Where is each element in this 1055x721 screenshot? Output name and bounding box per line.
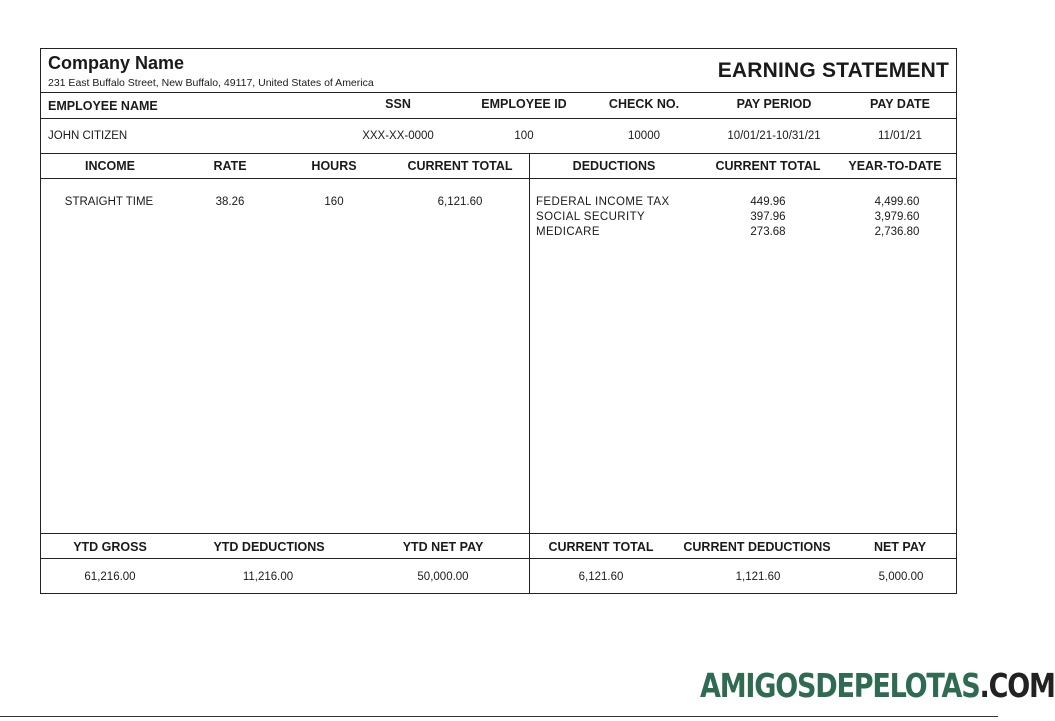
pay-date-value: 11/01/21 bbox=[878, 130, 922, 142]
company-address: 231 East Buffalo Street, New Buffalo, 49117, United States of America bbox=[48, 77, 374, 89]
income-current-total: 6,121.60 bbox=[437, 196, 483, 208]
summary-current-total-header: CURRENT TOTAL bbox=[548, 540, 654, 554]
ytd-deductions-value: 11,216.00 bbox=[242, 571, 294, 583]
ytd-net-pay-value: 50,000.00 bbox=[417, 571, 469, 583]
ssn-value: XXX-XX-0000 bbox=[362, 130, 434, 142]
ytd-gross-value: 61,216.00 bbox=[84, 571, 136, 583]
summary-current-total-value: 6,121.60 bbox=[578, 571, 624, 583]
income-rate: 38.26 bbox=[215, 196, 245, 208]
divider bbox=[41, 558, 956, 559]
deduction-year-to-date: 2,736.80 bbox=[874, 226, 920, 238]
ssn-header: SSN bbox=[385, 97, 411, 111]
employee-id-header: EMPLOYEE ID bbox=[481, 97, 567, 111]
deduction-name: SOCIAL SECURITY bbox=[536, 211, 646, 223]
deductions-header: DEDUCTIONS bbox=[572, 159, 656, 173]
divider bbox=[41, 153, 956, 154]
rate-header: RATE bbox=[213, 159, 247, 173]
employee-id-value: 100 bbox=[514, 130, 534, 142]
pay-period-header: PAY PERIOD bbox=[736, 97, 812, 111]
pay-period-value: 10/01/21-10/31/21 bbox=[727, 130, 821, 142]
income-hours: 160 bbox=[324, 196, 344, 208]
year-to-date-header: YEAR-TO-DATE bbox=[848, 159, 942, 173]
deduction-current-total: 397.96 bbox=[750, 211, 786, 223]
company-name: Company Name bbox=[48, 53, 185, 73]
divider bbox=[41, 92, 956, 93]
current-deductions-value: 1,121.60 bbox=[735, 571, 781, 583]
hours-header: HOURS bbox=[311, 159, 357, 173]
income-type: STRAIGHT TIME bbox=[64, 196, 154, 208]
check-no-header: CHECK NO. bbox=[608, 97, 680, 111]
net-pay-value: 5,000.00 bbox=[878, 571, 924, 583]
watermark-part1: AMIGOSDEPELOTAS bbox=[700, 666, 980, 705]
earning-statement bbox=[40, 48, 957, 594]
employee-name-value: JOHN CITIZEN bbox=[48, 130, 128, 142]
ytd-net-pay-header: YTD NET PAY bbox=[402, 540, 484, 554]
income-current-total-header: CURRENT TOTAL bbox=[407, 159, 513, 173]
net-pay-header: NET PAY bbox=[873, 540, 927, 554]
column-divider bbox=[529, 153, 530, 594]
bottom-rule bbox=[0, 716, 998, 717]
pay-date-header: PAY DATE bbox=[870, 97, 930, 111]
employee-name-header: EMPLOYEE NAME bbox=[48, 99, 158, 113]
deduction-name: MEDICARE bbox=[536, 226, 600, 238]
deduction-current-total: 273.68 bbox=[750, 226, 786, 238]
ytd-deductions-header: YTD DEDUCTIONS bbox=[213, 540, 325, 554]
income-header: INCOME bbox=[85, 159, 135, 173]
deduction-name: FEDERAL INCOME TAX bbox=[536, 196, 670, 208]
check-no-value: 10000 bbox=[628, 130, 660, 142]
deduction-current-total: 449.96 bbox=[750, 196, 786, 208]
current-deductions-header: CURRENT DEDUCTIONS bbox=[683, 540, 831, 554]
divider bbox=[41, 178, 956, 179]
deduction-year-to-date: 3,979.60 bbox=[874, 211, 920, 223]
statement-title: EARNING STATEMENT bbox=[717, 59, 949, 82]
divider bbox=[41, 118, 956, 119]
deduction-year-to-date: 4,499.60 bbox=[874, 196, 920, 208]
watermark-part2: .COM bbox=[979, 666, 1055, 705]
site-watermark bbox=[700, 666, 1055, 705]
deductions-current-total-header: CURRENT TOTAL bbox=[715, 159, 821, 173]
ytd-gross-header: YTD GROSS bbox=[73, 540, 147, 554]
divider bbox=[41, 533, 956, 534]
